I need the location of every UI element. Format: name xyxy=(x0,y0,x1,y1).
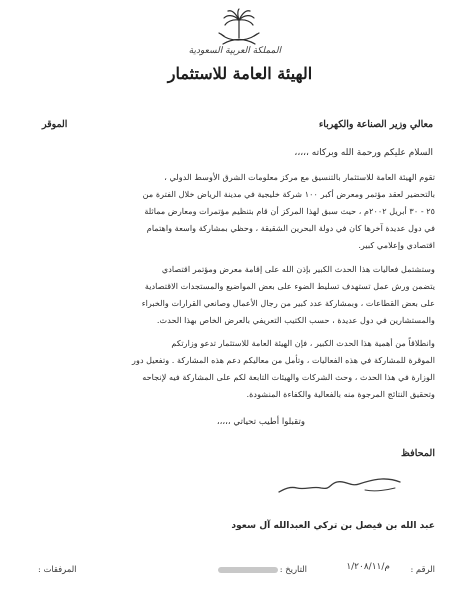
body-line: الوزارة في هذا الحدث ، وحث الشركات والهيئات التابعة لكم على المشاركة فيه لإنجاحه xyxy=(142,372,435,382)
body-line: وستشتمل فعاليات هذا الحدث الكبير بإذن الله على إقامة معرض ومؤتمر اقتصادي xyxy=(161,264,435,274)
body-line: ٢٥ - ٣٠ أبريل ٢٠٠٢م ، حيث سبق لهذا المركز أن قام بتنظيم مؤتمرات ومعارض مماثلة xyxy=(144,206,435,216)
body-line: في دول عديدة آخرها كان في دولة البحرين الشقيقة ، وحظي بمشاركة واسعة واهتمام xyxy=(146,223,435,233)
body-line: وانطلاقاً من أهمية هذا الحدث الكبير ، فإن الهيئة العامة للاستثمار تدعو وزارتكم xyxy=(171,338,435,348)
body-line: بالتحضير لعقد مؤتمر ومعرض أكبر ١٠٠ شركة خليجية في مدينة الرياض خلال الفترة من xyxy=(142,189,435,199)
signatory-name: عبد الله بن فيصل بن تركي العبدالله آل سعود xyxy=(231,520,435,531)
signatory-title: المحافظ xyxy=(401,448,435,459)
body-line: وتحقيق النتائج المرجوة منه بالفعالية والكفاءة المنشودة. xyxy=(246,389,435,399)
recipient-title: معالي وزير الصناعة والكهرباء xyxy=(318,119,433,130)
greeting: السلام عليكم ورحمة الله وبركاته ،،،،، xyxy=(294,148,433,158)
body-line: على بعض القطاعات ، وبمشاركة عدد كبير من رجال الأعمال وصانعي القرارات والخبراء xyxy=(141,298,435,308)
ref-label: الرقم : xyxy=(410,564,435,574)
authority-name-heading: الهيئة العامة للاستثمار xyxy=(167,64,313,83)
handwritten-signature xyxy=(275,468,405,500)
emblem-caption: المملكة العربية السعودية xyxy=(188,46,281,56)
date-value-smudge xyxy=(218,567,278,573)
attachments-label: المرفقات : xyxy=(38,564,77,574)
palm-swords-emblem-icon xyxy=(213,8,265,48)
body-line: تقوم الهيئة العامة للاستثمار بالتنسيق مع مركز معلومات الشرق الأوسط الدولي ، xyxy=(164,172,435,182)
body-line: الموقرة للمشاركة في هذه الفعاليات ، وتأمل من معاليكم دعم هذه المشاركة . وتفعيل دور xyxy=(132,355,435,365)
date-label: التاريخ : xyxy=(279,564,307,574)
recipient-honorific: الموقر xyxy=(42,119,68,130)
body-line: والمستشارين في دول عديدة ، حسب الكتيب التعريفي بالعرض الخاص بهذا الحدث. xyxy=(156,315,435,325)
body-line: يتضمن ورش عمل تستهدف تسليط الضوء على بعض المواضيع والمستجدات الاقتصادية xyxy=(144,281,435,291)
ref-value: م/١/٢٠٨/١١ xyxy=(346,562,390,572)
body-line: اقتصادي وإعلامي كبير. xyxy=(358,240,435,250)
closing: وتقبلوا أطيب تحياتي ،،،،، xyxy=(216,417,305,427)
